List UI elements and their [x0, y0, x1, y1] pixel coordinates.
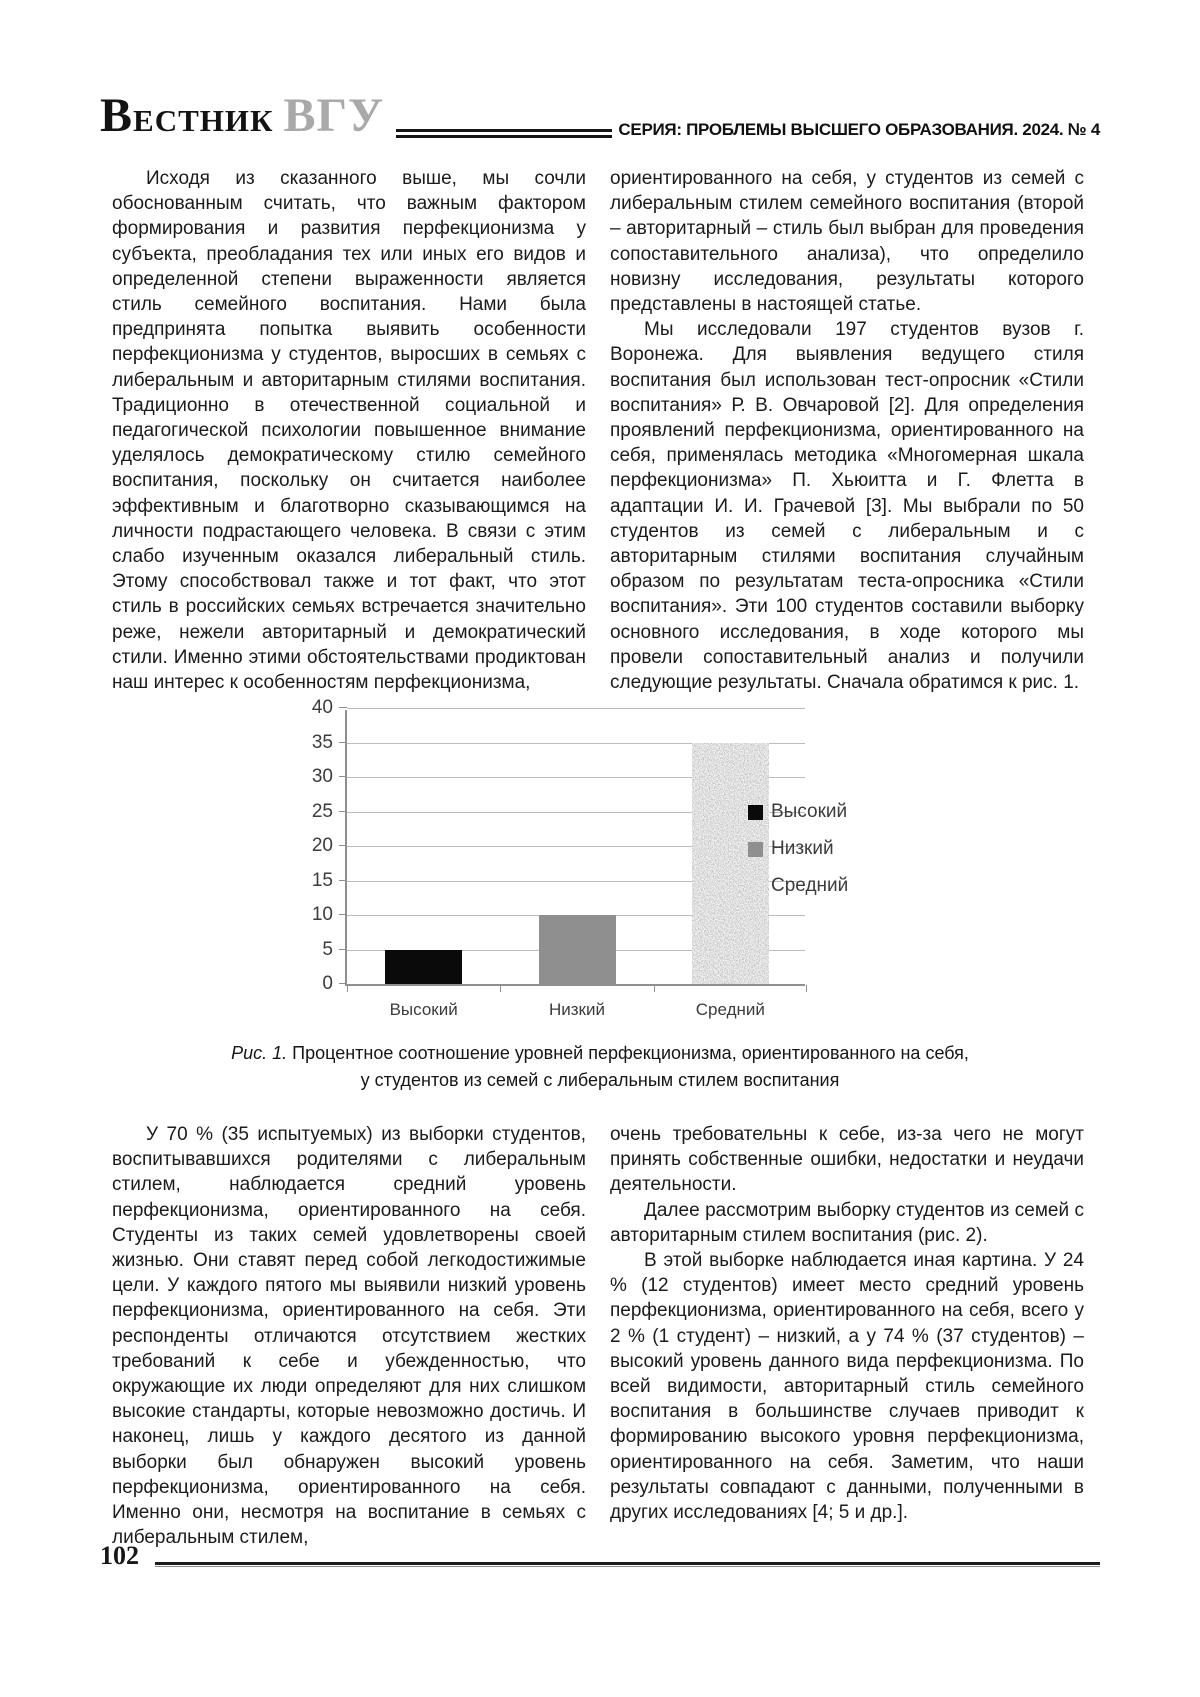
bar-3	[692, 743, 769, 985]
y-axis-tick	[339, 914, 347, 915]
y-axis-tick	[339, 707, 347, 708]
paragraph: Исходя из сказанного выше, мы сочли обоснованным считать, что важным фактором формирования и развития перфекционизма у субъекта, преобладания тех или иных его видов и определенной степени выраженности является стиль семейного воспитания. Нами была предпринята попытка выявить особенности перфекционизма у студентов, выросших в семьях с либеральным и авторитарным стилями воспитания. Традиционно в отечественной социальной и педагогической психологии повышенное внимание уделялось демократическому стилю семейного воспитания, поскольку он считается наиболее эффективным и благотворно сказывающимся на личности подрастающего человека. В связи с этим слабо изученным оказался либеральный стиль. Этому способствовал также и тот факт, что этот стиль в российских семьях встречается значительно реже, нежели авторитарный и демократический стили. Именно этими обстоятельствами продиктован наш интерес к особенностям перфекционизма,	[112, 168, 586, 694]
figure-caption	[100, 1040, 1100, 1094]
y-axis-tick	[339, 811, 347, 812]
y-axis-label: 35	[311, 731, 333, 753]
paragraph: Мы исследовали 197 студентов вузов г. Воронежа. Для выявления ведущего стиля воспитания был использован тест-опросник «Стили воспитания» Р. В. Овчаровой [2]. Для определения проявлений перфекционизма, ориентированного на себя, применялась методика «Многомерная шкала перфекционизма» П. Хьюитта и Г. Флетта в адаптации И. И. Грачевой [3]. Мы выбрали по 50 студентов из семей с либеральным и с авторитарным стилями воспитания случайным образом по результатам теста-опросника «Стили воспитания». Эти 100 студентов составили выборку основного исследования, в ходе которого мы провели сопоставительный анализ и получили следующие результаты. Сначала обратимся к рис. 1.	[610, 319, 1084, 694]
figure-caption-line2: у студентов из семей с либеральным стилем воспитания	[360, 1070, 840, 1090]
y-axis-tick	[339, 949, 347, 950]
y-axis-tick	[339, 845, 347, 846]
series-title: СЕРИЯ: ПРОБЛЕМЫ ВЫСШЕГО ОБРАЗОВАНИЯ. 2024. № 4	[618, 120, 1100, 139]
x-axis-tick	[654, 985, 655, 992]
paragraph: ориентированного на себя, у студентов из семей с либеральным стилем семейного воспитания (второй – авторитарный – стиль был выбран для проведения сопоставительного анализа), что определило новизну исследования, результаты которого представлены в настоящей статье.	[610, 168, 1084, 316]
footer-rule	[155, 1562, 1100, 1567]
legend-item	[748, 875, 849, 896]
legend-item	[748, 801, 848, 822]
y-axis-label: 10	[311, 904, 333, 925]
legend-item	[748, 838, 834, 859]
journal-logo-abbr: ВГУ	[283, 89, 385, 142]
header-double-rule	[396, 129, 612, 138]
figure-caption-label: Рис. 1.	[231, 1043, 288, 1063]
legend-swatch	[748, 879, 763, 894]
chart-gridline	[347, 708, 805, 709]
y-axis-label: 30	[311, 766, 333, 787]
figure-caption-text: Процентное соотношение уровней перфекционизма, ориентированного на себя,	[292, 1043, 969, 1063]
figure-caption-line1	[100, 1040, 1100, 1067]
legend-swatch	[748, 805, 763, 820]
x-axis-label: Средний	[695, 1000, 765, 1019]
journal-logo-name: ЕСТНИК	[133, 103, 274, 138]
legend-label: Высокий	[771, 801, 848, 822]
legend-label: Средний	[771, 875, 849, 896]
paragraph: Далее рассмотрим выборку студентов из семей с авторитарным стилем воспитания (рис. 2).	[610, 1199, 1084, 1246]
bar-1	[385, 950, 462, 985]
y-axis-label: 15	[311, 869, 333, 891]
y-axis-label: 20	[311, 835, 333, 856]
column-bottom-left	[112, 1122, 586, 1550]
y-axis-label: 25	[311, 800, 333, 822]
column-top-left	[112, 166, 586, 695]
y-axis-tick	[339, 983, 347, 984]
bar-2	[539, 915, 616, 984]
y-axis-label: 5	[322, 938, 333, 960]
column-top-right	[610, 166, 1084, 695]
y-axis-label: 40	[311, 697, 333, 718]
column-bottom-right	[610, 1122, 1084, 1525]
journal-logo	[100, 89, 385, 142]
x-axis-tick	[347, 985, 348, 992]
legend-label: Низкий	[771, 838, 834, 859]
figure-1-bar-chart	[300, 688, 940, 1033]
y-axis-tick	[339, 742, 347, 743]
paragraph: очень требовательны к себе, из-за чего не могут принять собственные ошибки, недостатки и неудачи деятельности.	[610, 1124, 1084, 1196]
y-axis-label: 0	[322, 973, 333, 994]
paragraph: У 70 % (35 испытуемых) из выборки студентов, воспитывавшихся родителями с либеральным стилем, наблюдается средний уровень перфекционизма, ориентированного на себя. Студенты из таких семей удовлетворены своей жизнью. Они ставят перед собой легкодостижимые цели. У каждого пятого мы выявили низкий уровень перфекционизма, ориентированного на себя. Эти респонденты отличаются отсутствием жестких требований к себе и убежденностью, что окружающие их люди определяют для них слишком высокие стандарты, которые невозможно достичь. И наконец, лишь у каждого десятого из данной выборки был обнаружен высокий уровень перфекционизма, ориентированного на себя. Именно они, несмотря на воспитание в семьях с либеральным стилем,	[112, 1124, 586, 1549]
journal-logo-initial: В	[100, 89, 134, 142]
page-number: 102	[100, 1541, 139, 1570]
x-axis-tick	[500, 985, 501, 992]
x-axis-tick	[806, 985, 807, 992]
x-axis-label: Высокий	[389, 1000, 458, 1019]
y-axis-tick	[339, 880, 347, 881]
plot-area	[311, 697, 805, 1019]
page-header	[100, 89, 1100, 142]
page-footer	[100, 1543, 1100, 1569]
x-axis-label: Низкий	[548, 1000, 605, 1019]
legend-swatch	[748, 842, 763, 857]
paragraph: В этой выборке наблюдается иная картина. У 24 % (12 студентов) имеет место средний уровень перфекционизма, ориентированного на себя, всего у 2 % (1 студент) – низкий, а у 74 % (37 студентов) – высокий уровень данного вида перфекционизма. По всей видимости, авторитарный стиль семейного воспитания в большинстве случаев приводит к формированию высокого уровня перфекционизма, ориентированного на себя. Заметим, что наши результаты совпадают с данными, полученными в других исследованиях [4; 5 и др.].	[610, 1250, 1084, 1524]
y-axis-tick	[339, 776, 347, 777]
